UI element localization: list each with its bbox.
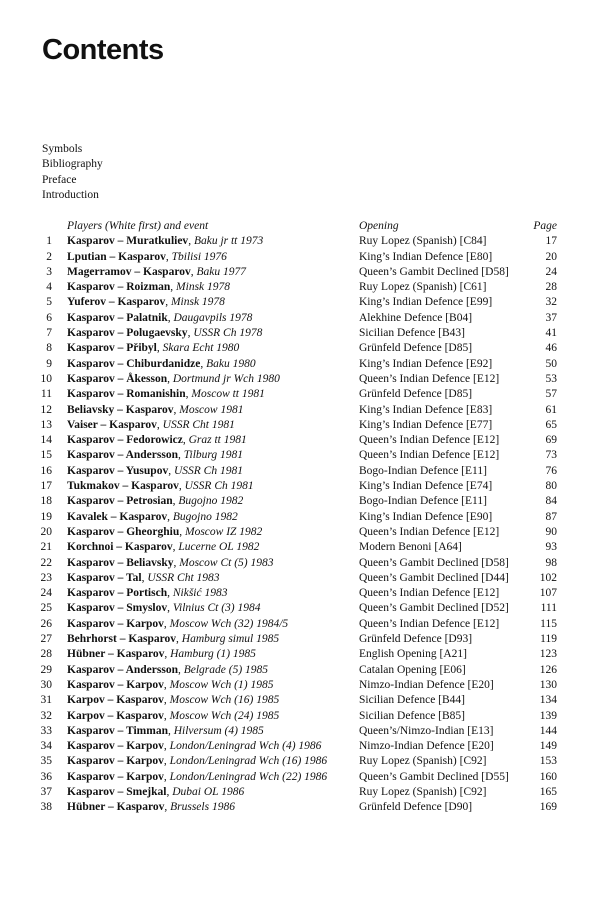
game-number: 3 [46,265,52,278]
game-event: USSR Ch 1978 [193,327,263,340]
game-number: 2 [46,250,52,263]
game-event: Hamburg (1) 1985 [170,648,256,661]
game-event: Moscow Wch (24) 1985 [169,709,280,722]
game-page-number: 24 [545,265,557,278]
game-players: Kasparov – Muratkuliev [67,235,189,248]
game-cell: Kasparov – Portisch, Nikšić 1983 [67,587,228,600]
game-players: Kasparov – Fedorowicz [67,434,183,447]
game-number: 22 [40,556,52,569]
game-number: 33 [40,724,52,737]
table-row[interactable] [30,265,560,280]
table-row[interactable] [30,234,560,249]
game-event: Lucerne OL 1982 [178,541,260,554]
table-row[interactable] [30,540,560,555]
game-page-number: 134 [539,694,557,707]
game-event: Moscow IZ 1982 [185,525,263,538]
games-table [30,219,560,816]
game-number: 32 [40,709,52,722]
game-event: Tbilisi 1976 [171,250,227,263]
table-row[interactable] [30,357,560,372]
game-page-number: 37 [545,311,557,324]
game-cell: Kasparov – Beliavsky, Moscow Ct (5) 1983 [67,556,274,569]
opening-column-header: Opening [359,220,399,232]
game-players: Kasparov – Yusupov [67,464,169,477]
game-number: 4 [46,281,52,294]
game-players: Kasparov – Petrosian [67,495,173,508]
table-row[interactable] [30,754,560,769]
game-players: Kasparov – Smyslov [67,602,168,615]
game-cell: Kasparov – Yusupov, USSR Ch 1981 [67,464,243,477]
table-row[interactable] [30,617,560,632]
game-cell: Kasparov – Karpov, London/Leningrad Wch (22) 1986 [67,770,328,783]
table-row[interactable] [30,770,560,785]
players-column-header: Players (White first) and event [67,220,209,232]
game-page-number: 65 [545,418,557,431]
game-number: 28 [40,648,52,661]
game-cell: Kasparov – Gheorghiu, Moscow IZ 1982 [67,525,263,538]
game-players: Kasparov – Chiburdanidze [67,357,201,370]
table-row[interactable] [30,494,560,509]
game-page-number: 46 [545,342,557,355]
game-players: Kasparov – Palatnik [67,311,168,324]
game-cell: Kasparov – Polugaevsky, USSR Ch 1978 [67,327,263,340]
game-players: Beliavsky – Kasparov [67,403,174,416]
game-cell: Karpov – Kasparov, Moscow Wch (16) 1985 [67,694,280,707]
game-page-number: 139 [539,709,557,722]
game-opening: Queen’s Gambit Declined [D44] [359,571,509,584]
game-cell: Kasparov – Petrosian, Bugojno 1982 [67,495,244,508]
game-event: Moscow 1981 [179,403,244,416]
game-opening: King’s Indian Defence [E83] [359,403,493,416]
game-cell: Vaiser – Kasparov, USSR Cht 1981 [67,418,235,431]
game-players: Magerramov – Kasparov [67,265,191,278]
game-opening: Sicilian Defence [B85] [359,709,466,722]
table-row[interactable] [30,724,560,739]
game-opening: Queen’s Indian Defence [E12] [359,617,500,630]
game-event: Daugavpils 1978 [173,311,253,324]
game-opening: Queen’s Indian Defence [E12] [359,525,500,538]
table-row[interactable] [30,433,560,448]
table-row[interactable] [30,785,560,800]
game-page-number: 130 [539,678,557,691]
table-row[interactable] [30,586,560,601]
game-players: Kasparov – Karpov [67,678,164,691]
game-page-number: 90 [545,525,557,538]
game-players: Kasparov – Åkesson [67,372,168,385]
game-players: Kasparov – Karpov [67,617,164,630]
game-event: Baku 1977 [196,265,246,278]
game-opening: King’s Indian Defence [E80] [359,250,493,263]
game-number: 27 [40,633,52,646]
table-row[interactable] [30,571,560,586]
game-cell: Kasparov – Muratkuliev, Baku jr tt 1973 [67,235,264,248]
table-row[interactable] [30,311,560,326]
game-number: 37 [40,785,52,798]
game-opening: Grünfeld Defence [D85] [359,388,473,401]
game-opening: Queen’s Gambit Declined [D52] [359,602,509,615]
game-page-number: 50 [545,357,557,370]
game-number: 24 [40,587,52,600]
game-page-number: 115 [540,617,557,630]
game-cell: Kasparov – Karpov, Moscow Wch (32) 1984/5 [67,617,289,630]
game-players: Tukmakov – Kasparov [67,480,179,493]
game-cell: Kasparov – Fedorowicz, Graz tt 1981 [67,434,247,447]
game-opening: Queen’s Gambit Declined [D55] [359,770,509,783]
game-number: 7 [46,327,52,340]
game-page-number: 160 [539,770,557,783]
game-page-number: 119 [540,633,557,646]
game-cell: Lputian – Kasparov, Tbilisi 1976 [67,250,227,263]
game-players: Kavalek – Kasparov [67,510,168,523]
table-row[interactable] [30,341,560,356]
game-opening: Bogo-Indian Defence [E11] [359,464,487,477]
game-players: Kasparov – Karpov [67,755,164,768]
game-players: Behrhorst – Kasparov [67,633,177,646]
game-event: Moscow tt 1981 [191,388,265,401]
table-row[interactable] [30,556,560,571]
game-opening: Ruy Lopez (Spanish) [C92] [359,785,487,798]
game-page-number: 149 [539,740,557,753]
game-page-number: 69 [545,434,557,447]
game-number: 18 [40,495,52,508]
game-page-number: 20 [545,250,557,263]
game-number: 29 [40,663,52,676]
game-page-number: 32 [545,296,557,309]
game-page-number: 84 [545,495,557,508]
table-row[interactable] [30,663,560,678]
game-cell: Kasparov – Roizman, Minsk 1978 [67,281,231,294]
game-opening: Ruy Lopez (Spanish) [C84] [359,235,487,248]
game-cell: Kasparov – Andersson, Tilburg 1981 [67,449,244,462]
table-row[interactable] [30,326,560,341]
page-column-header: Page [533,220,557,232]
game-number: 20 [40,525,52,538]
table-row[interactable] [30,647,560,662]
game-opening: Queen’s Indian Defence [E12] [359,449,500,462]
front-matter-list [42,142,103,203]
game-event: USSR Ch 1981 [184,480,254,493]
game-opening: King’s Indian Defence [E90] [359,510,493,523]
game-number: 10 [40,372,52,385]
table-row[interactable] [30,295,560,310]
game-page-number: 41 [545,327,557,340]
game-cell: Kavalek – Kasparov, Bugojno 1982 [67,510,238,523]
game-number: 34 [40,740,52,753]
game-page-number: 61 [545,403,557,416]
table-row[interactable] [30,709,560,724]
game-event: London/Leningrad Wch (16) 1986 [169,755,328,768]
game-opening: Queen’s Gambit Declined [D58] [359,556,509,569]
game-event: London/Leningrad Wch (4) 1986 [169,740,322,753]
game-cell: Hübner – Kasparov, Hamburg (1) 1985 [67,648,256,661]
game-event: Skara Echt 1980 [162,342,240,355]
game-event: Vilnius Ct (3) 1984 [172,602,261,615]
game-players: Hübner – Kasparov [67,801,165,814]
game-event: Moscow Wch (16) 1985 [169,694,280,707]
game-cell: Kasparov – Chiburdanidze, Baku 1980 [67,357,256,370]
table-row[interactable] [30,250,560,265]
game-cell: Kasparov – Timman, Hilversum (4) 1985 [67,724,264,737]
game-cell: Kasparov – Smejkal, Dubai OL 1986 [67,785,245,798]
game-opening: Queen’s/Nimzo-Indian [E13] [359,724,494,737]
game-cell: Kasparov – Tal, USSR Cht 1983 [67,571,220,584]
game-event: Minsk 1978 [170,296,225,309]
table-header-row [30,219,560,234]
game-opening: Ruy Lopez (Spanish) [C61] [359,281,487,294]
game-page-number: 57 [545,388,557,401]
game-number: 26 [40,617,52,630]
table-row[interactable] [30,372,560,387]
game-number: 35 [40,755,52,768]
game-page-number: 73 [545,449,557,462]
game-players: Kasparov – Roizman [67,281,171,294]
game-page-number: 102 [539,571,557,584]
game-opening: English Opening [A21] [359,648,467,661]
game-players: Yuferov – Kasparov [67,296,166,309]
game-players: Kasparov – Beliavsky [67,556,174,569]
game-players: Kasparov – Portisch [67,587,168,600]
game-page-number: 165 [539,785,557,798]
game-players: Kasparov – Andersson [67,449,178,462]
game-players: Kasparov – Polugaevsky [67,327,188,340]
table-row[interactable] [30,387,560,402]
game-page-number: 126 [539,663,557,676]
game-event: Moscow Wch (32) 1984/5 [169,617,289,630]
game-opening: Nimzo-Indian Defence [E20] [359,678,494,691]
game-players: Karpov – Kasparov [67,694,164,707]
game-event: USSR Cht 1983 [147,571,220,584]
game-players: Vaiser – Kasparov [67,418,157,431]
game-page-number: 107 [539,587,557,600]
game-event: Graz tt 1981 [188,434,247,447]
game-cell: Hübner – Kasparov, Brussels 1986 [67,801,235,814]
game-event: Nikšić 1983 [172,587,228,600]
front-matter-bibliography[interactable]: Bibliography [42,158,103,171]
game-page-number: 53 [545,372,557,385]
game-players: Kasparov – Timman [67,724,168,737]
game-number: 14 [40,434,52,447]
game-number: 9 [46,357,52,370]
game-opening: Grünfeld Defence [D85] [359,342,473,355]
game-opening: King’s Indian Defence [E74] [359,480,493,493]
game-cell: Yuferov – Kasparov, Minsk 1978 [67,296,225,309]
game-cell: Tukmakov – Kasparov, USSR Ch 1981 [67,480,254,493]
game-opening: Alekhine Defence [B04] [359,311,473,324]
game-opening: Queen’s Gambit Declined [D58] [359,265,509,278]
table-row[interactable] [30,464,560,479]
game-page-number: 28 [545,281,557,294]
game-event: Bugojno 1982 [178,495,244,508]
table-row[interactable] [30,403,560,418]
game-number: 11 [40,388,52,401]
game-players: Kasparov – Tal [67,571,142,584]
game-number: 25 [40,602,52,615]
game-number: 6 [46,311,52,324]
front-matter-introduction[interactable]: Introduction [42,188,99,201]
game-cell: Kasparov – Smyslov, Vilnius Ct (3) 1984 [67,602,261,615]
game-opening: Queen’s Indian Defence [E12] [359,434,500,447]
game-page-number: 98 [545,556,557,569]
game-number: 21 [40,541,52,554]
game-page-number: 144 [539,724,557,737]
game-number: 13 [40,418,52,431]
game-number: 5 [46,296,52,309]
game-number: 23 [40,571,52,584]
game-opening: Catalan Opening [E06] [359,663,466,676]
table-row[interactable] [30,418,560,433]
game-players: Kasparov – Andersson [67,663,178,676]
game-cell: Kasparov – Přibyl, Skara Echt 1980 [67,342,240,355]
game-players: Kasparov – Gheorghiu [67,525,180,538]
game-cell: Kasparov – Karpov, London/Leningrad Wch (4) 1986 [67,740,322,753]
game-event: USSR Cht 1981 [162,418,235,431]
game-cell: Kasparov – Romanishin, Moscow tt 1981 [67,388,265,401]
game-event: Moscow Ct (5) 1983 [179,556,274,569]
game-page-number: 169 [539,801,557,814]
game-event: Moscow Wch (1) 1985 [169,678,274,691]
game-page-number: 76 [545,464,557,477]
game-cell: Kasparov – Andersson, Belgrade (5) 1985 [67,663,269,676]
game-number: 16 [40,464,52,477]
table-row[interactable] [30,693,560,708]
game-cell: Magerramov – Kasparov, Baku 1977 [67,265,246,278]
game-opening: Grünfeld Defence [D93] [359,633,473,646]
game-opening: King’s Indian Defence [E99] [359,296,493,309]
table-row[interactable] [30,739,560,754]
game-players: Karpov – Kasparov [67,709,164,722]
game-players: Korchnoi – Kasparov [67,541,173,554]
game-number: 8 [46,342,52,355]
game-opening: Sicilian Defence [B44] [359,694,466,707]
game-opening: Bogo-Indian Defence [E11] [359,495,487,508]
game-event: Minsk 1978 [176,281,231,294]
game-players: Kasparov – Romanishin [67,388,186,401]
game-event: Hilversum (4) 1985 [173,724,264,737]
front-matter-preface[interactable]: Preface [42,173,77,186]
game-event: Baku jr tt 1973 [193,235,264,248]
game-cell: Karpov – Kasparov, Moscow Wch (24) 1985 [67,709,280,722]
game-cell: Beliavsky – Kasparov, Moscow 1981 [67,403,244,416]
game-number: 12 [40,403,52,416]
game-cell: Behrhorst – Kasparov, Hamburg simul 1985 [67,633,280,646]
game-event: USSR Ch 1981 [173,464,243,477]
table-row[interactable] [30,479,560,494]
game-cell: Kasparov – Palatnik, Daugavpils 1978 [67,311,253,324]
game-cell: Korchnoi – Kasparov, Lucerne OL 1982 [67,541,260,554]
game-number: 30 [40,678,52,691]
game-event: Dortmund jr Wch 1980 [172,372,280,385]
game-players: Kasparov – Přibyl [67,342,157,355]
table-row[interactable] [30,632,560,647]
game-opening: Queen’s Indian Defence [E12] [359,372,500,385]
game-event: Baku 1980 [206,357,256,370]
game-cell: Kasparov – Karpov, London/Leningrad Wch (16) 1986 [67,755,328,768]
game-number: 31 [40,694,52,707]
game-page-number: 93 [545,541,557,554]
game-event: Brussels 1986 [170,801,235,814]
game-players: Kasparov – Karpov [67,740,164,753]
game-opening: Nimzo-Indian Defence [E20] [359,740,494,753]
game-page-number: 111 [540,602,557,615]
table-row[interactable] [30,510,560,525]
game-page-number: 17 [545,235,557,248]
game-event: Belgrade (5) 1985 [183,663,269,676]
game-opening: Modern Benoni [A64] [359,541,462,554]
game-page-number: 87 [545,510,557,523]
game-event: Bugojno 1982 [172,510,238,523]
game-opening: King’s Indian Defence [E77] [359,418,493,431]
page-title: Contents [42,34,164,66]
game-opening: Grünfeld Defence [D90] [359,801,473,814]
game-event: Tilburg 1981 [183,449,244,462]
game-players: Hübner – Kasparov [67,648,165,661]
table-row[interactable] [30,800,560,815]
game-cell: Kasparov – Åkesson, Dortmund jr Wch 1980 [67,372,280,385]
game-number: 1 [46,235,52,248]
table-row[interactable] [30,448,560,463]
game-number: 17 [40,480,52,493]
game-number: 19 [40,510,52,523]
table-row[interactable] [30,601,560,616]
game-number: 15 [40,449,52,462]
game-players: Kasparov – Karpov [67,770,164,783]
game-event: Dubai OL 1986 [172,785,245,798]
game-players: Lputian – Kasparov [67,250,166,263]
game-page-number: 123 [539,648,557,661]
game-players: Kasparov – Smejkal [67,785,167,798]
game-event: Hamburg simul 1985 [181,633,280,646]
table-row[interactable] [30,280,560,295]
game-page-number: 153 [539,755,557,768]
game-number: 38 [40,801,52,814]
game-page-number: 80 [545,480,557,493]
game-opening: King’s Indian Defence [E92] [359,357,493,370]
game-number: 36 [40,770,52,783]
game-opening: Queen’s Indian Defence [E12] [359,587,500,600]
table-row[interactable] [30,525,560,540]
game-cell: Kasparov – Karpov, Moscow Wch (1) 1985 [67,678,274,691]
game-opening: Sicilian Defence [B43] [359,327,466,340]
table-row[interactable] [30,678,560,693]
game-event: London/Leningrad Wch (22) 1986 [169,770,328,783]
game-opening: Ruy Lopez (Spanish) [C92] [359,755,487,768]
front-matter-symbols[interactable]: Symbols [42,143,83,155]
